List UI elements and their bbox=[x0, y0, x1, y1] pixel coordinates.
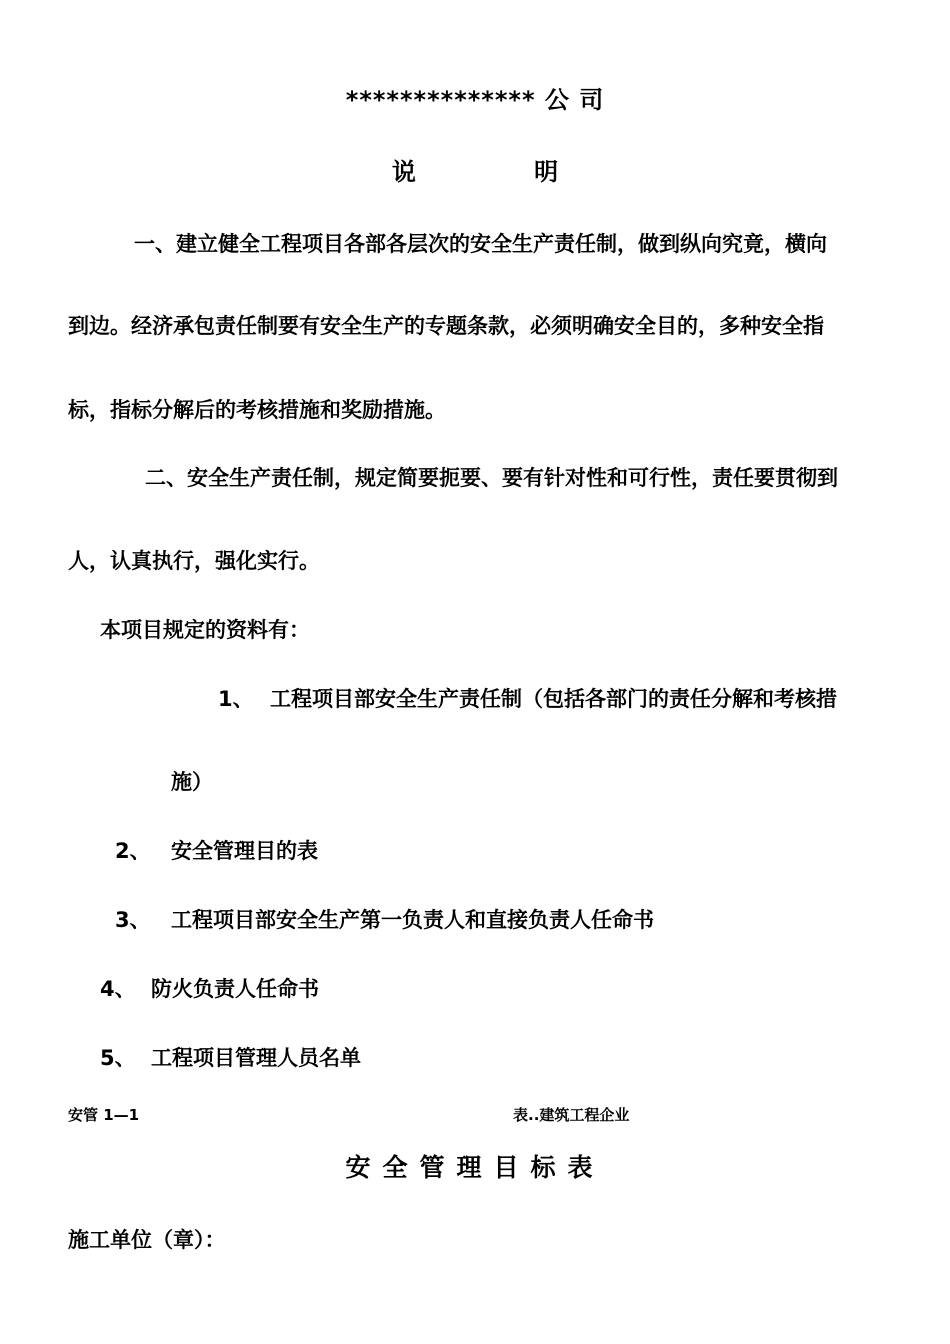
paragraph-2-line-2: 人，认真执行，强化实行。 bbox=[68, 549, 320, 573]
list-item-text: 工程项目部安全生产第一负责人和直接负责人任命书 bbox=[171, 908, 654, 932]
table-title: 安全管理目标表 bbox=[345, 1153, 605, 1182]
list-item-2 bbox=[115, 841, 318, 862]
list-item-text: 防火负责人任命书 bbox=[151, 977, 319, 1001]
list-item-1 bbox=[218, 689, 837, 710]
paragraph-2-line-1: 二、安全生产责任制，规定简要扼要、要有针对性和可行性，责任要贯彻到 bbox=[145, 466, 838, 490]
list-item-number: 4、 bbox=[100, 977, 136, 1001]
list-item-number: 2、 bbox=[115, 839, 151, 863]
paragraph-1-line-1: 一、建立健全工程项目各部各层次的安全生产责任制，做到纵向究竟，横向 bbox=[134, 232, 827, 256]
list-item-number: 5、 bbox=[100, 1046, 136, 1070]
list-item-3 bbox=[115, 910, 654, 931]
paragraph-1-line-3: 标，指标分解后的考核措施和奖励措施。 bbox=[68, 398, 446, 422]
construction-unit-label: 施工单位（章）： bbox=[68, 1228, 226, 1252]
list-item-1-continuation: 施） bbox=[171, 770, 213, 794]
document-title: 说 明 bbox=[391, 158, 559, 186]
paragraph-1-line-2: 到边。经济承包责任制要有安全生产的专题条款，必须明确安全目的，多种安全指 bbox=[68, 314, 824, 338]
form-source: 表..建筑工程企业 bbox=[513, 1106, 630, 1124]
list-item-number: 3、 bbox=[115, 908, 151, 932]
list-item-text: 工程项目管理人员名单 bbox=[151, 1046, 361, 1070]
materials-intro: 本项目规定的资料有： bbox=[100, 618, 310, 642]
list-item-text: 安全管理目的表 bbox=[171, 839, 318, 863]
list-item-5 bbox=[100, 1048, 361, 1069]
list-item-number: 1、 bbox=[218, 687, 254, 711]
form-code: 安管 1—1 bbox=[68, 1106, 140, 1124]
list-item-4 bbox=[100, 979, 319, 1000]
company-name: ************** 公 司 bbox=[345, 86, 605, 114]
list-item-text: 工程项目部安全生产责任制（包括各部门的责任分解和考核措 bbox=[270, 687, 837, 711]
